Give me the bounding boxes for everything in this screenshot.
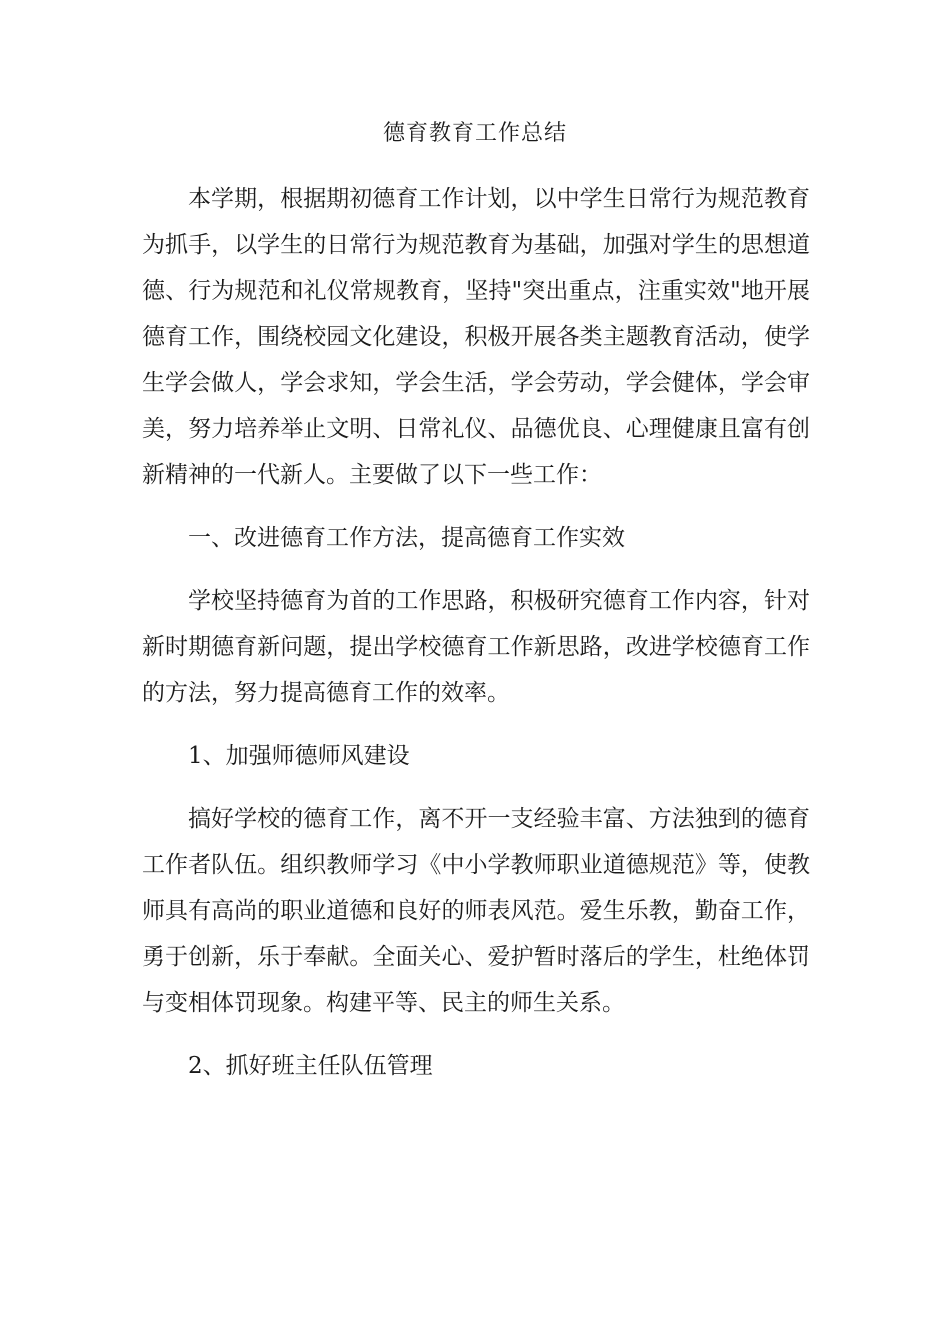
section-1-paragraph: 学校坚持德育为首的工作思路，积极研究德育工作内容，针对新时期德育新问题，提出学校德育工作新思路，改进学校德育工作的方法，努力提高德育工作的效率。 bbox=[142, 588, 810, 706]
subsection-1-paragraph: 搞好学校的德育工作，离不开一支经验丰富、方法独到的德育工作者队伍。组织教师学习《中小学教师职业道德规范》等，使教师具有高尚的职业道德和良好的师表风范。爱生乐教，勤奋工作，勇于创新，乐于奉献。全面关心、爱护暂时落后的学生，杜绝体罚与变相体罚现象。构建平等、民主的师生关系。 bbox=[142, 806, 810, 1016]
intro-paragraph: 本学期，根据期初德育工作计划，以中学生日常行为规范教育为抓手，以学生的日常行为规范教育为基础，加强对学生的思想道德、行为规范和礼仪常规教育，坚持"突出重点，注重实效"地开展德育工作，围绕校园文化建设，积极开展各类主题教育活动，使学生学会做人，学会求知，学会生活，学会劳动，学会健体，学会审美，努力培养举止文明、日常礼仪、品德优良、心理健康且富有创新精神的一代新人。主要做了以下一些工作： bbox=[142, 186, 810, 488]
subsection-heading-1: 1、加强师德师风建设 bbox=[188, 743, 410, 769]
subsection-heading-2: 2、抓好班主任队伍管理 bbox=[188, 1053, 433, 1079]
section-heading-1: 一、改进德育工作方法，提高德育工作实效 bbox=[188, 525, 625, 551]
document-title: 德育教育工作总结 bbox=[382, 121, 567, 146]
document-body bbox=[142, 176, 810, 1106]
